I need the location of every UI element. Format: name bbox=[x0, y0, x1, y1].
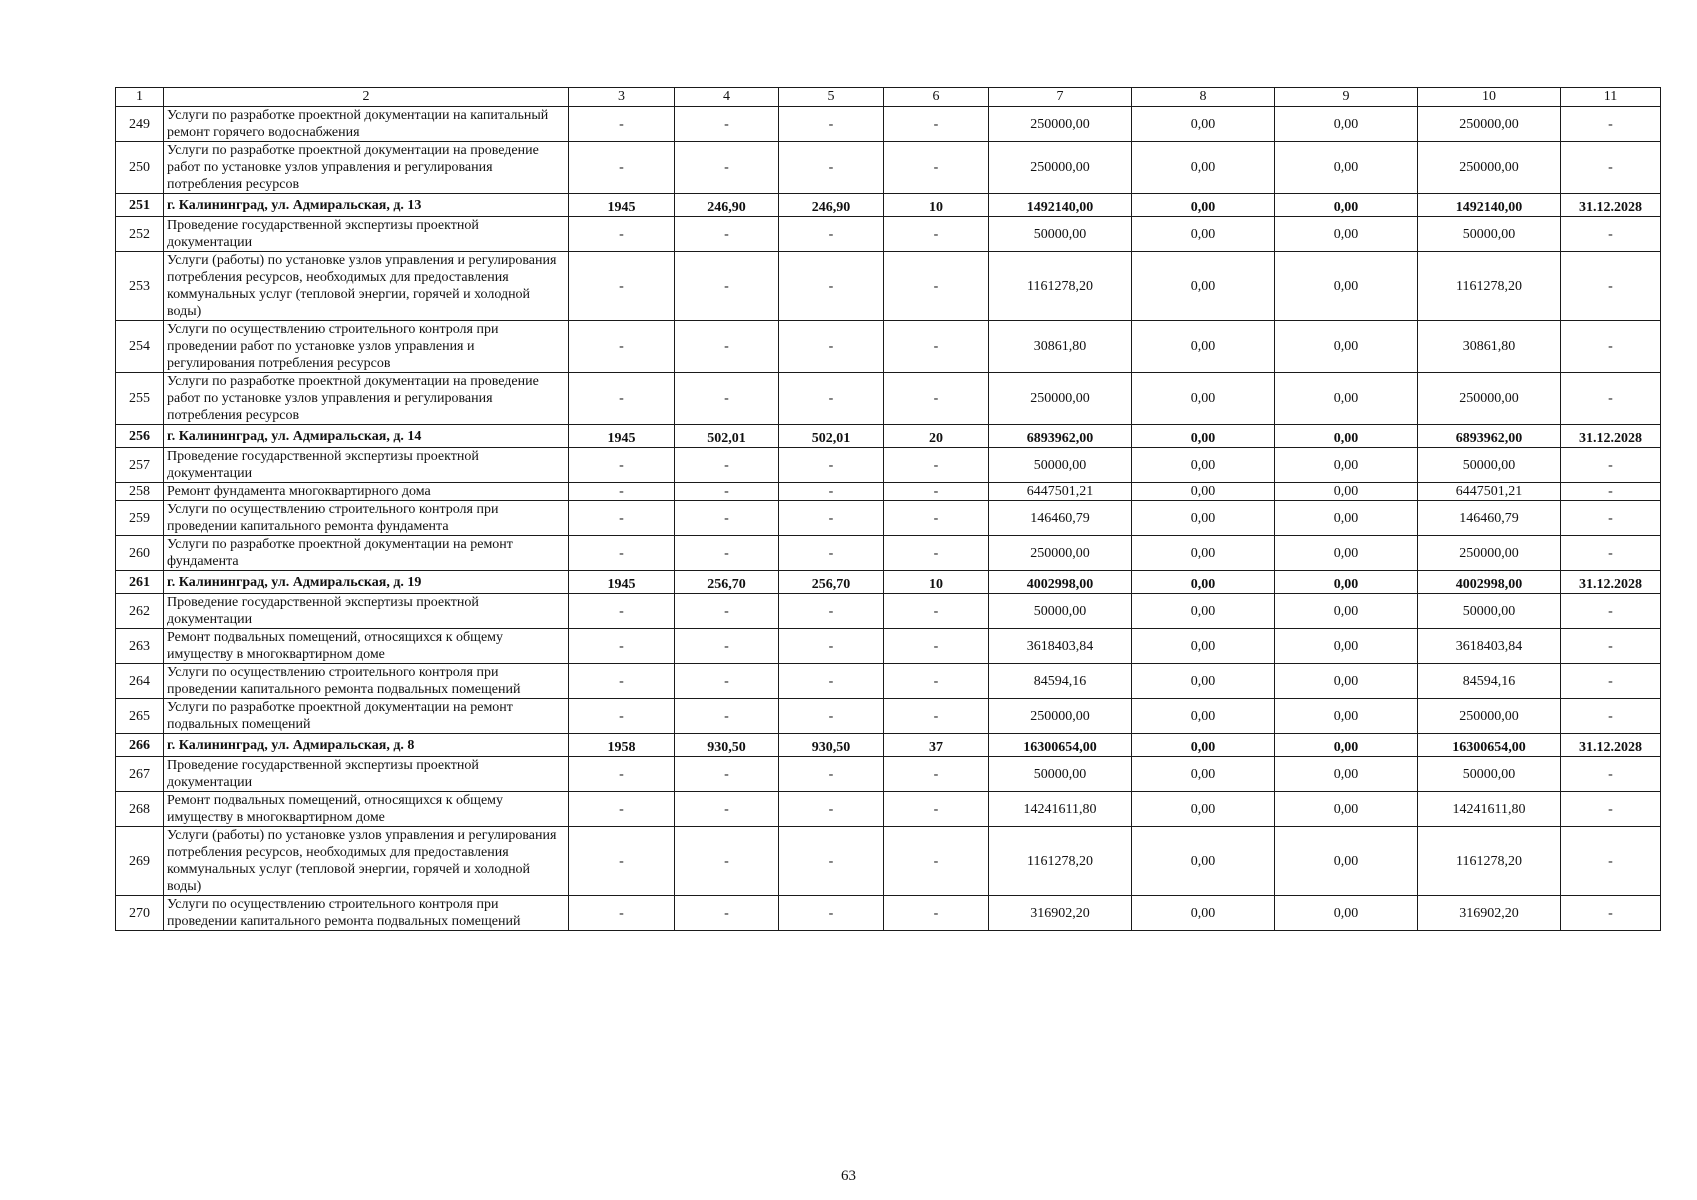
col9-cost: 0,00 bbox=[1275, 142, 1418, 194]
col3-year: - bbox=[569, 792, 675, 827]
col11-deadline: - bbox=[1561, 629, 1661, 664]
col10-cost: 1492140,00 bbox=[1418, 194, 1561, 217]
col10-cost: 3618403,84 bbox=[1418, 629, 1561, 664]
col10-cost: 30861,80 bbox=[1418, 321, 1561, 373]
col6-count: - bbox=[884, 629, 989, 664]
col10-cost: 6447501,21 bbox=[1418, 483, 1561, 501]
row-number: 261 bbox=[116, 571, 164, 594]
col10-cost: 250000,00 bbox=[1418, 142, 1561, 194]
col11-deadline: 31.12.2028 bbox=[1561, 425, 1661, 448]
col5-area-living: 930,50 bbox=[779, 734, 884, 757]
col11-deadline: - bbox=[1561, 483, 1661, 501]
row-number: 266 bbox=[116, 734, 164, 757]
row-number: 262 bbox=[116, 594, 164, 629]
column-number-header-row bbox=[116, 88, 1661, 107]
row-number: 255 bbox=[116, 373, 164, 425]
header-col-3: 3 bbox=[569, 88, 675, 107]
col11-deadline: - bbox=[1561, 664, 1661, 699]
col3-year: - bbox=[569, 217, 675, 252]
col9-cost: 0,00 bbox=[1275, 757, 1418, 792]
col4-area: - bbox=[675, 373, 779, 425]
col8-cost: 0,00 bbox=[1132, 252, 1275, 321]
row-description: Услуги по осуществлению строительного контроля при проведении капитального ремонта подвальных помещений bbox=[164, 896, 569, 931]
col7-total-cost: 84594,16 bbox=[989, 664, 1132, 699]
col5-area-living: - bbox=[779, 217, 884, 252]
col9-cost: 0,00 bbox=[1275, 425, 1418, 448]
col6-count: - bbox=[884, 501, 989, 536]
col9-cost: 0,00 bbox=[1275, 734, 1418, 757]
col7-total-cost: 250000,00 bbox=[989, 536, 1132, 571]
col9-cost: 0,00 bbox=[1275, 217, 1418, 252]
col7-total-cost: 50000,00 bbox=[989, 448, 1132, 483]
col7-total-cost: 250000,00 bbox=[989, 373, 1132, 425]
col10-cost: 1161278,20 bbox=[1418, 252, 1561, 321]
col6-count: - bbox=[884, 757, 989, 792]
col5-area-living: 256,70 bbox=[779, 571, 884, 594]
col6-count: - bbox=[884, 699, 989, 734]
col10-cost: 1161278,20 bbox=[1418, 827, 1561, 896]
col9-cost: 0,00 bbox=[1275, 448, 1418, 483]
table-row bbox=[116, 792, 1661, 827]
table-row bbox=[116, 107, 1661, 142]
col4-area: - bbox=[675, 664, 779, 699]
row-description: Ремонт фундамента многоквартирного дома bbox=[164, 483, 569, 501]
col4-area: 256,70 bbox=[675, 571, 779, 594]
col7-total-cost: 250000,00 bbox=[989, 142, 1132, 194]
row-number: 269 bbox=[116, 827, 164, 896]
col9-cost: 0,00 bbox=[1275, 194, 1418, 217]
col4-area: - bbox=[675, 896, 779, 931]
col10-cost: 50000,00 bbox=[1418, 594, 1561, 629]
col6-count: - bbox=[884, 217, 989, 252]
row-number: 264 bbox=[116, 664, 164, 699]
col5-area-living: - bbox=[779, 757, 884, 792]
col3-year: - bbox=[569, 664, 675, 699]
col8-cost: 0,00 bbox=[1132, 629, 1275, 664]
col7-total-cost: 50000,00 bbox=[989, 594, 1132, 629]
col5-area-living: - bbox=[779, 142, 884, 194]
col3-year: 1958 bbox=[569, 734, 675, 757]
col3-year: - bbox=[569, 501, 675, 536]
col6-count: - bbox=[884, 448, 989, 483]
col10-cost: 250000,00 bbox=[1418, 107, 1561, 142]
col6-count: - bbox=[884, 142, 989, 194]
col11-deadline: - bbox=[1561, 321, 1661, 373]
col5-area-living: - bbox=[779, 896, 884, 931]
address-row bbox=[116, 734, 1661, 757]
row-description: Услуги по разработке проектной документации на проведение работ по установке узлов управления и регулирования потребления ресурсов bbox=[164, 373, 569, 425]
row-description: Услуги по разработке проектной документации на ремонт фундамента bbox=[164, 536, 569, 571]
row-description: г. Калининград, ул. Адмиральская, д. 19 bbox=[164, 571, 569, 594]
col8-cost: 0,00 bbox=[1132, 194, 1275, 217]
col7-total-cost: 6893962,00 bbox=[989, 425, 1132, 448]
col7-total-cost: 1492140,00 bbox=[989, 194, 1132, 217]
row-number: 265 bbox=[116, 699, 164, 734]
col8-cost: 0,00 bbox=[1132, 664, 1275, 699]
table-row bbox=[116, 217, 1661, 252]
col9-cost: 0,00 bbox=[1275, 699, 1418, 734]
col8-cost: 0,00 bbox=[1132, 142, 1275, 194]
col7-total-cost: 1161278,20 bbox=[989, 252, 1132, 321]
col3-year: - bbox=[569, 629, 675, 664]
col3-year: - bbox=[569, 252, 675, 321]
col10-cost: 50000,00 bbox=[1418, 448, 1561, 483]
col9-cost: 0,00 bbox=[1275, 536, 1418, 571]
col7-total-cost: 6447501,21 bbox=[989, 483, 1132, 501]
col3-year: - bbox=[569, 142, 675, 194]
row-description: Услуги по осуществлению строительного контроля при проведении работ по установке узлов управления и регулирования потребления ресурсов bbox=[164, 321, 569, 373]
row-number: 260 bbox=[116, 536, 164, 571]
col8-cost: 0,00 bbox=[1132, 321, 1275, 373]
col11-deadline: - bbox=[1561, 142, 1661, 194]
col5-area-living: - bbox=[779, 792, 884, 827]
col7-total-cost: 1161278,20 bbox=[989, 827, 1132, 896]
col7-total-cost: 316902,20 bbox=[989, 896, 1132, 931]
works-register-table bbox=[115, 87, 1661, 931]
col6-count: - bbox=[884, 594, 989, 629]
col7-total-cost: 146460,79 bbox=[989, 501, 1132, 536]
col10-cost: 14241611,80 bbox=[1418, 792, 1561, 827]
header-col-8: 8 bbox=[1132, 88, 1275, 107]
col9-cost: 0,00 bbox=[1275, 373, 1418, 425]
col10-cost: 146460,79 bbox=[1418, 501, 1561, 536]
col4-area: - bbox=[675, 699, 779, 734]
col9-cost: 0,00 bbox=[1275, 107, 1418, 142]
col9-cost: 0,00 bbox=[1275, 792, 1418, 827]
col10-cost: 250000,00 bbox=[1418, 536, 1561, 571]
col5-area-living: - bbox=[779, 252, 884, 321]
col9-cost: 0,00 bbox=[1275, 664, 1418, 699]
col9-cost: 0,00 bbox=[1275, 629, 1418, 664]
col6-count: - bbox=[884, 483, 989, 501]
table-row bbox=[116, 664, 1661, 699]
col6-count: - bbox=[884, 792, 989, 827]
row-number: 268 bbox=[116, 792, 164, 827]
col3-year: - bbox=[569, 373, 675, 425]
col6-count: 37 bbox=[884, 734, 989, 757]
col5-area-living: - bbox=[779, 501, 884, 536]
col5-area-living: - bbox=[779, 536, 884, 571]
header-col-2: 2 bbox=[164, 88, 569, 107]
col7-total-cost: 4002998,00 bbox=[989, 571, 1132, 594]
col11-deadline: - bbox=[1561, 699, 1661, 734]
row-number: 253 bbox=[116, 252, 164, 321]
col5-area-living: - bbox=[779, 699, 884, 734]
header-col-4: 4 bbox=[675, 88, 779, 107]
col10-cost: 4002998,00 bbox=[1418, 571, 1561, 594]
col3-year: 1945 bbox=[569, 194, 675, 217]
col10-cost: 50000,00 bbox=[1418, 757, 1561, 792]
col8-cost: 0,00 bbox=[1132, 448, 1275, 483]
col4-area: - bbox=[675, 792, 779, 827]
header-col-11: 11 bbox=[1561, 88, 1661, 107]
table-row bbox=[116, 827, 1661, 896]
col8-cost: 0,00 bbox=[1132, 373, 1275, 425]
col6-count: - bbox=[884, 321, 989, 373]
col6-count: 10 bbox=[884, 571, 989, 594]
col11-deadline: - bbox=[1561, 501, 1661, 536]
col11-deadline: - bbox=[1561, 373, 1661, 425]
row-description: Проведение государственной экспертизы проектной документации bbox=[164, 757, 569, 792]
header-col-7: 7 bbox=[989, 88, 1132, 107]
row-number: 257 bbox=[116, 448, 164, 483]
col9-cost: 0,00 bbox=[1275, 827, 1418, 896]
col8-cost: 0,00 bbox=[1132, 594, 1275, 629]
col7-total-cost: 14241611,80 bbox=[989, 792, 1132, 827]
table-row bbox=[116, 594, 1661, 629]
col8-cost: 0,00 bbox=[1132, 483, 1275, 501]
col9-cost: 0,00 bbox=[1275, 321, 1418, 373]
col9-cost: 0,00 bbox=[1275, 896, 1418, 931]
col3-year: - bbox=[569, 448, 675, 483]
row-number: 252 bbox=[116, 217, 164, 252]
col7-total-cost: 50000,00 bbox=[989, 217, 1132, 252]
col5-area-living: 246,90 bbox=[779, 194, 884, 217]
col4-area: - bbox=[675, 501, 779, 536]
col4-area: - bbox=[675, 142, 779, 194]
col11-deadline: - bbox=[1561, 217, 1661, 252]
col4-area: - bbox=[675, 483, 779, 501]
row-number: 263 bbox=[116, 629, 164, 664]
col11-deadline: - bbox=[1561, 252, 1661, 321]
col3-year: - bbox=[569, 699, 675, 734]
col3-year: - bbox=[569, 594, 675, 629]
address-row bbox=[116, 194, 1661, 217]
col3-year: - bbox=[569, 483, 675, 501]
col4-area: - bbox=[675, 252, 779, 321]
col6-count: - bbox=[884, 536, 989, 571]
col9-cost: 0,00 bbox=[1275, 571, 1418, 594]
col11-deadline: - bbox=[1561, 827, 1661, 896]
row-description: Услуги по разработке проектной документации на ремонт подвальных помещений bbox=[164, 699, 569, 734]
col4-area: - bbox=[675, 107, 779, 142]
col5-area-living: - bbox=[779, 107, 884, 142]
table-row bbox=[116, 896, 1661, 931]
address-row bbox=[116, 425, 1661, 448]
col6-count: - bbox=[884, 373, 989, 425]
table-row bbox=[116, 757, 1661, 792]
row-description: Проведение государственной экспертизы проектной документации bbox=[164, 594, 569, 629]
col9-cost: 0,00 bbox=[1275, 594, 1418, 629]
col8-cost: 0,00 bbox=[1132, 792, 1275, 827]
col8-cost: 0,00 bbox=[1132, 217, 1275, 252]
col10-cost: 84594,16 bbox=[1418, 664, 1561, 699]
col10-cost: 316902,20 bbox=[1418, 896, 1561, 931]
row-description: Проведение государственной экспертизы проектной документации bbox=[164, 448, 569, 483]
table-row bbox=[116, 699, 1661, 734]
table-row bbox=[116, 252, 1661, 321]
table-row bbox=[116, 142, 1661, 194]
col10-cost: 250000,00 bbox=[1418, 699, 1561, 734]
col3-year: - bbox=[569, 757, 675, 792]
table-row bbox=[116, 321, 1661, 373]
row-number: 250 bbox=[116, 142, 164, 194]
row-description: Услуги по осуществлению строительного контроля при проведении капитального ремонта фундамента bbox=[164, 501, 569, 536]
col8-cost: 0,00 bbox=[1132, 571, 1275, 594]
row-description: г. Калининград, ул. Адмиральская, д. 8 bbox=[164, 734, 569, 757]
col8-cost: 0,00 bbox=[1132, 699, 1275, 734]
col6-count: - bbox=[884, 107, 989, 142]
row-number: 256 bbox=[116, 425, 164, 448]
table-row bbox=[116, 483, 1661, 501]
row-description: г. Калининград, ул. Адмиральская, д. 14 bbox=[164, 425, 569, 448]
row-description: Услуги (работы) по установке узлов управления и регулирования потребления ресурсов, необходимых для предоставления коммунальных услуг (тепловой энергии, горячей и холодной воды) bbox=[164, 252, 569, 321]
col11-deadline: - bbox=[1561, 896, 1661, 931]
col6-count: - bbox=[884, 896, 989, 931]
col11-deadline: - bbox=[1561, 792, 1661, 827]
col4-area: - bbox=[675, 321, 779, 373]
col7-total-cost: 16300654,00 bbox=[989, 734, 1132, 757]
row-number: 270 bbox=[116, 896, 164, 931]
page-number: 63 bbox=[841, 1168, 856, 1184]
col6-count: - bbox=[884, 252, 989, 321]
col5-area-living: - bbox=[779, 373, 884, 425]
col10-cost: 250000,00 bbox=[1418, 373, 1561, 425]
header-col-1: 1 bbox=[116, 88, 164, 107]
col8-cost: 0,00 bbox=[1132, 896, 1275, 931]
col3-year: - bbox=[569, 827, 675, 896]
col8-cost: 0,00 bbox=[1132, 536, 1275, 571]
col8-cost: 0,00 bbox=[1132, 425, 1275, 448]
col6-count: 20 bbox=[884, 425, 989, 448]
col11-deadline: - bbox=[1561, 107, 1661, 142]
header-col-9: 9 bbox=[1275, 88, 1418, 107]
col11-deadline: - bbox=[1561, 594, 1661, 629]
col3-year: - bbox=[569, 536, 675, 571]
col4-area: - bbox=[675, 448, 779, 483]
col5-area-living: 502,01 bbox=[779, 425, 884, 448]
row-number: 254 bbox=[116, 321, 164, 373]
col5-area-living: - bbox=[779, 629, 884, 664]
col11-deadline: 31.12.2028 bbox=[1561, 571, 1661, 594]
col8-cost: 0,00 bbox=[1132, 757, 1275, 792]
col11-deadline: 31.12.2028 bbox=[1561, 194, 1661, 217]
col9-cost: 0,00 bbox=[1275, 483, 1418, 501]
col9-cost: 0,00 bbox=[1275, 252, 1418, 321]
col11-deadline: - bbox=[1561, 757, 1661, 792]
col10-cost: 16300654,00 bbox=[1418, 734, 1561, 757]
row-description: Проведение государственной экспертизы проектной документации bbox=[164, 217, 569, 252]
row-description: г. Калининград, ул. Адмиральская, д. 13 bbox=[164, 194, 569, 217]
col6-count: 10 bbox=[884, 194, 989, 217]
row-number: 249 bbox=[116, 107, 164, 142]
col9-cost: 0,00 bbox=[1275, 501, 1418, 536]
row-number: 251 bbox=[116, 194, 164, 217]
col5-area-living: - bbox=[779, 321, 884, 373]
row-description: Услуги по разработке проектной документации на проведение работ по установке узлов управления и регулирования потребления ресурсов bbox=[164, 142, 569, 194]
col4-area: - bbox=[675, 594, 779, 629]
col4-area: 930,50 bbox=[675, 734, 779, 757]
col4-area: - bbox=[675, 217, 779, 252]
col8-cost: 0,00 bbox=[1132, 827, 1275, 896]
col4-area: 246,90 bbox=[675, 194, 779, 217]
col10-cost: 6893962,00 bbox=[1418, 425, 1561, 448]
col3-year: - bbox=[569, 896, 675, 931]
col11-deadline: - bbox=[1561, 448, 1661, 483]
col6-count: - bbox=[884, 827, 989, 896]
row-description: Услуги по осуществлению строительного контроля при проведении капитального ремонта подвальных помещений bbox=[164, 664, 569, 699]
table-row bbox=[116, 629, 1661, 664]
header-col-10: 10 bbox=[1418, 88, 1561, 107]
row-description: Услуги (работы) по установке узлов управления и регулирования потребления ресурсов, необходимых для предоставления коммунальных услуг (тепловой энергии, горячей и холодной воды) bbox=[164, 827, 569, 896]
col4-area: - bbox=[675, 827, 779, 896]
table-row bbox=[116, 501, 1661, 536]
col5-area-living: - bbox=[779, 664, 884, 699]
table-row bbox=[116, 536, 1661, 571]
row-number: 258 bbox=[116, 483, 164, 501]
col7-total-cost: 250000,00 bbox=[989, 107, 1132, 142]
table-row bbox=[116, 448, 1661, 483]
col8-cost: 0,00 bbox=[1132, 107, 1275, 142]
col7-total-cost: 30861,80 bbox=[989, 321, 1132, 373]
col4-area: 502,01 bbox=[675, 425, 779, 448]
col11-deadline: - bbox=[1561, 536, 1661, 571]
col4-area: - bbox=[675, 629, 779, 664]
col5-area-living: - bbox=[779, 827, 884, 896]
col4-area: - bbox=[675, 757, 779, 792]
table-body bbox=[116, 88, 1661, 931]
col7-total-cost: 250000,00 bbox=[989, 699, 1132, 734]
col3-year: 1945 bbox=[569, 571, 675, 594]
row-description: Ремонт подвальных помещений, относящихся к общему имуществу в многоквартирном доме bbox=[164, 629, 569, 664]
address-row bbox=[116, 571, 1661, 594]
col7-total-cost: 50000,00 bbox=[989, 757, 1132, 792]
col5-area-living: - bbox=[779, 594, 884, 629]
row-number: 267 bbox=[116, 757, 164, 792]
col5-area-living: - bbox=[779, 448, 884, 483]
col3-year: - bbox=[569, 107, 675, 142]
col7-total-cost: 3618403,84 bbox=[989, 629, 1132, 664]
row-description: Услуги по разработке проектной документации на капитальный ремонт горячего водоснабжения bbox=[164, 107, 569, 142]
table-row bbox=[116, 373, 1661, 425]
col3-year: - bbox=[569, 321, 675, 373]
col4-area: - bbox=[675, 536, 779, 571]
col6-count: - bbox=[884, 664, 989, 699]
document-sheet bbox=[115, 87, 1661, 931]
row-description: Ремонт подвальных помещений, относящихся к общему имуществу в многоквартирном доме bbox=[164, 792, 569, 827]
header-col-6: 6 bbox=[884, 88, 989, 107]
header-col-5: 5 bbox=[779, 88, 884, 107]
col8-cost: 0,00 bbox=[1132, 734, 1275, 757]
col10-cost: 50000,00 bbox=[1418, 217, 1561, 252]
col3-year: 1945 bbox=[569, 425, 675, 448]
col5-area-living: - bbox=[779, 483, 884, 501]
col8-cost: 0,00 bbox=[1132, 501, 1275, 536]
col11-deadline: 31.12.2028 bbox=[1561, 734, 1661, 757]
row-number: 259 bbox=[116, 501, 164, 536]
